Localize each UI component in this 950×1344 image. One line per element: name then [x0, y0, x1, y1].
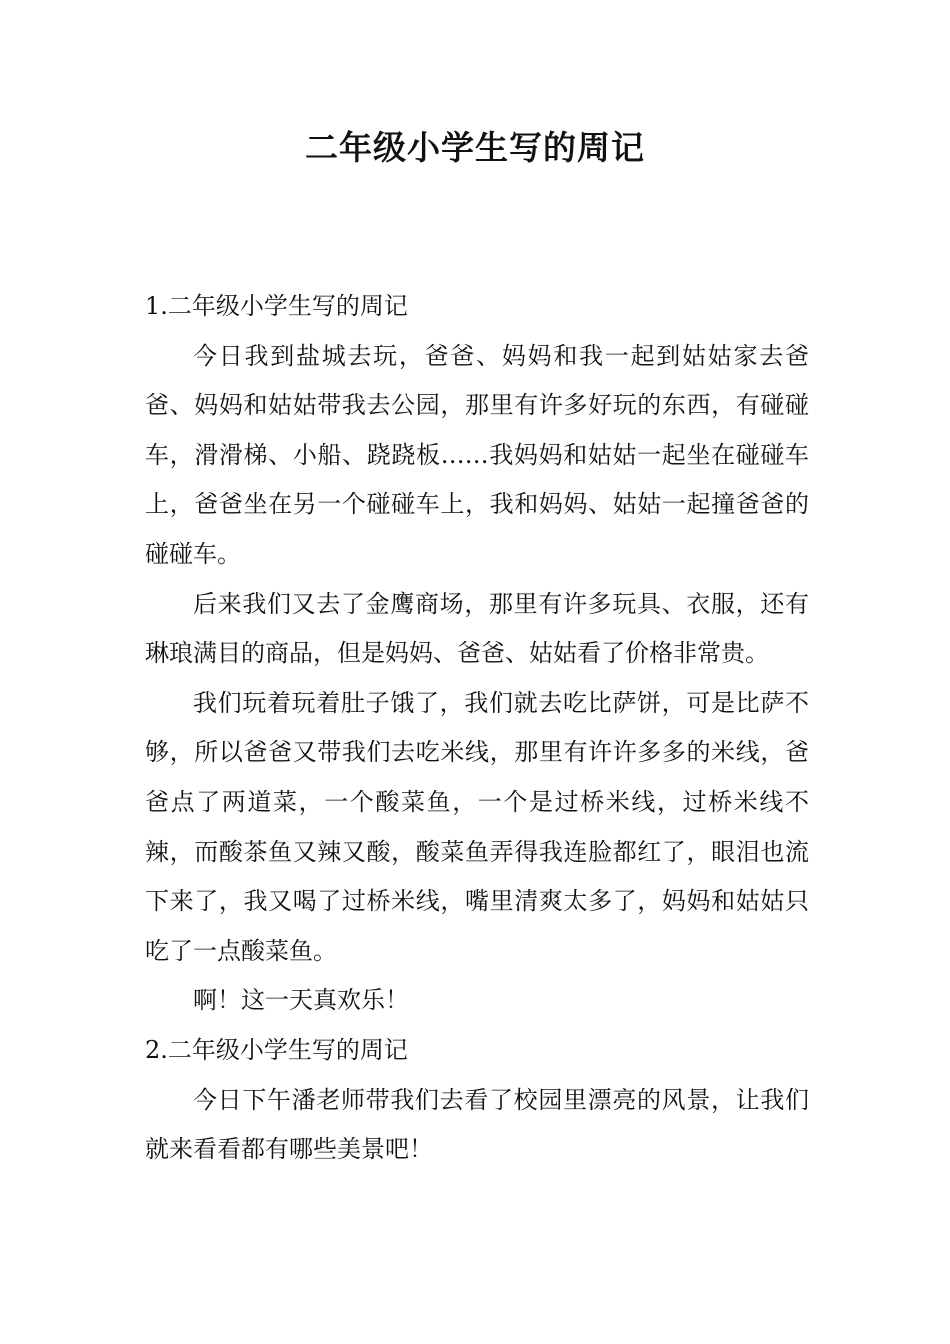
section-1-paragraph-3: 我们玩着玩着肚子饿了，我们就去吃比萨饼，可是比萨不够，所以爸爸又带我们去吃米线，那里有许许多多的米线，爸爸点了两道菜，一个酸菜鱼，一个是过桥米线，过桥米线不辣，而酸茶鱼又辣又酸，酸菜鱼弄得我连脸都红了，眼泪也流下来了，我又喝了过桥米线，嘴里清爽太多了，妈妈和姑姑只吃了一点酸菜鱼。	[145, 688, 809, 965]
document-body	[145, 282, 809, 1175]
document-title: 二年级小学生写的周记	[305, 128, 645, 167]
section-1-paragraph-2: 后来我们又去了金鹰商场，那里有许多玩具、衣服，还有琳琅满目的商品，但是妈妈、爸爸、姑姑看了价格非常贵。	[145, 589, 809, 668]
section-1-paragraph-4: 啊！这一天真欢乐！	[193, 986, 409, 1015]
section-heading-2: 2.二年级小学生写的周记	[145, 1035, 408, 1064]
section-1-paragraph-1: 今日我到盐城去玩，爸爸、妈妈和我一起到姑姑家去爸爸、妈妈和姑姑带我去公园，那里有许多好玩的东西，有碰碰车，滑滑梯、小船、跷跷板……我妈妈和姑姑一起坐在碰碰车上，爸爸坐在另一个碰碰车上，我和妈妈、姑姑一起撞爸爸的碰碰车。	[145, 341, 809, 568]
section-2-paragraph-1: 今日下午潘老师带我们去看了校园里漂亮的风景，让我们就来看看都有哪些美景吧！	[145, 1085, 809, 1164]
section-heading-1: 1.二年级小学生写的周记	[145, 292, 408, 320]
